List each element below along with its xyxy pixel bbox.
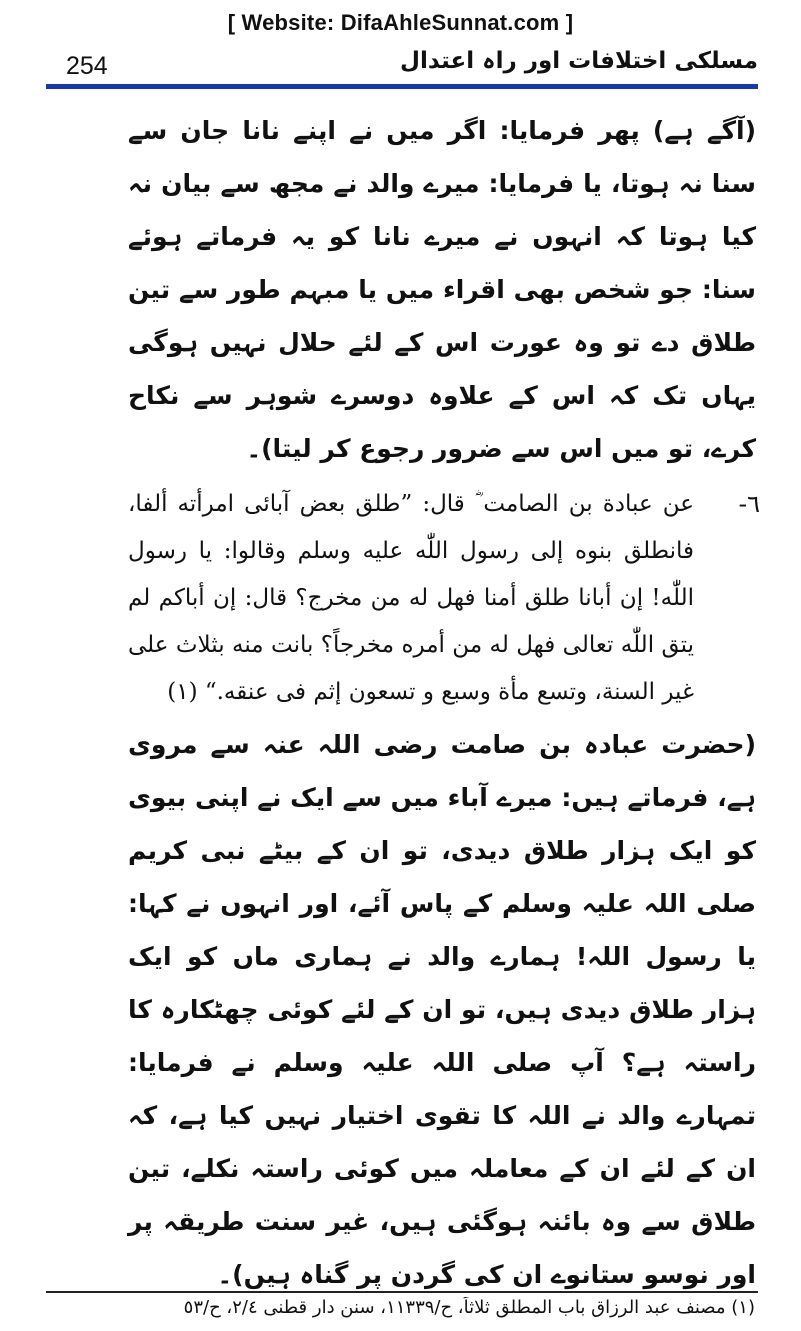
- website-banner: [ Website: DifaAhleSunnat.com ]: [227, 10, 574, 35]
- arabic-hadith-text: عن عبادة بن الصامت ؓ قال: ”طلق بعض آبائی امرأته ألفا، فانطلق بنوه إلى رسول اللّٰه عليه وسلم وقالوا: يا رسول اللّٰه! إن أبانا طلق أمنا فهل له من مخرج؟ قال: إن أباكم لم يتق اللّٰه تعالى فهل له من أمره مخرجاً؟ بانت منه بثلاث على غير السنة، وتسع مأة وسبع و تسعون إثم فی عنقه.“ (١): [128, 491, 694, 705]
- hadith-number: ٦-: [738, 490, 760, 518]
- urdu-continuation-paragraph: (آگے ہے) پھر فرمایا: اگر میں نے اپنے نانا جان سے سنا نہ ہوتا، یا فرمایا: میرے والد نے مجھ سے بیان نہ کیا ہوتا کہ انہوں نے میرے نانا کو یہ فرماتے ہوئے سنا: جو شخص بھی اقراء میں یا مبہم طور سے تین طلاق دے تو وہ عورت اس کے لئے حلال نہیں ہوگی یہاں تک کہ اس کے علاوہ دوسرے شوہر سے نکاح کرے، تو میں اس سے ضرور رجوع کر لیتا)۔: [128, 116, 756, 463]
- page-number: 254: [66, 52, 108, 80]
- urdu-translation-paragraph: (حضرت عبادہ بن صامت رضی اللہ عنہ سے مروی ہے، فرماتے ہیں: میرے آباء میں سے ایک نے اپنی بیوی کو ایک ہزار طلاق دیدی، تو ان کے بیٹے نبی کریم صلی اللہ علیہ وسلم کے پاس آئے، اور انہوں نے کہا: یا رسول اللہ! ہمارے والد نے ہماری ماں کو ایک ہزار طلاق دیدی ہیں، تو ان کے لئے کوئی چھٹکارہ کا راستہ ہے؟ آپ صلی اللہ علیہ وسلم نے فرمایا: تمہارے والد نے اللہ کا تقوی اختیار نہیں کیا ہے، کہ ان کے لئے ان کے معاملہ میں کوئی راستہ نکلے، تین طلاق سے وہ بائنہ ہوگئی ہیں، غیر سنت طریقہ پر اور نوسو ستانوے ان کی گردن پر گناہ ہیں)۔: [128, 730, 756, 1289]
- running-title: مسلکی اختلافات اور راہ اعتدال: [400, 48, 758, 74]
- footnote: (١) مصنف عبد الرزاق باب المطلق ثلاثاً، ح/١١٣٣٩، سنن دار قطنی ٢/٤، ح/٥٣: [183, 1297, 755, 1318]
- header-rule: [46, 84, 758, 89]
- page-header: [46, 46, 758, 86]
- hadith-block: [128, 481, 760, 716]
- footnote-rule: [46, 1291, 758, 1293]
- page-body: [128, 104, 760, 1301]
